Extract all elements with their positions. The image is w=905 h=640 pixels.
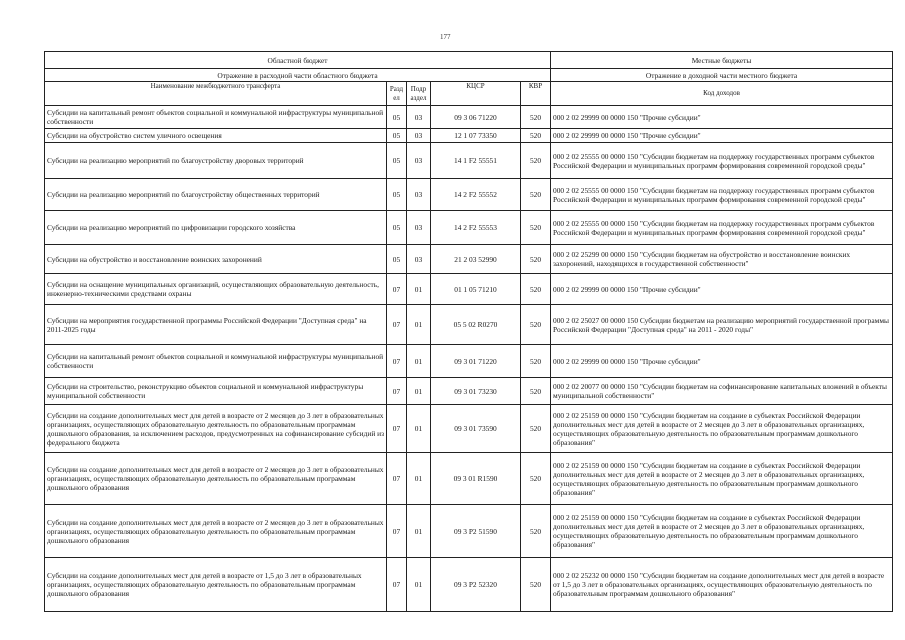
transfer-name: Субсидии на реализацию мероприятий по благоустройству дворовых территорий bbox=[45, 143, 387, 179]
table-row bbox=[45, 558, 893, 612]
transfer-name: Субсидии на капитальный ремонт объектов социальной и коммунальной инфраструктуры муниципальной собственности bbox=[45, 345, 387, 378]
podr-cell: 01 bbox=[407, 558, 431, 612]
transfer-name: Субсидии на обустройство и восстановление воинских захоронений bbox=[45, 245, 387, 274]
podr-cell: 01 bbox=[407, 274, 431, 305]
col-header-kcsr: КЦСР bbox=[431, 82, 521, 106]
razd-cell: 05 bbox=[387, 143, 407, 179]
kvr-cell: 520 bbox=[521, 558, 551, 612]
budget-table bbox=[44, 51, 893, 612]
table-row bbox=[45, 378, 893, 405]
razd-cell: 07 bbox=[387, 558, 407, 612]
kcsr-cell: 09 3 P2 51590 bbox=[431, 505, 521, 558]
transfer-name: Субсидии на реализацию мероприятий по цифровизации городского хозяйства bbox=[45, 211, 387, 245]
podr-cell: 03 bbox=[407, 179, 431, 211]
razd-cell: 07 bbox=[387, 505, 407, 558]
header-row-groups bbox=[45, 52, 893, 69]
razd-cell: 07 bbox=[387, 453, 407, 505]
income-code-cell: 000 2 02 29999 00 0000 150 "Прочие субсидии" bbox=[551, 274, 893, 305]
kcsr-cell: 09 3 01 R1590 bbox=[431, 453, 521, 505]
podr-cell: 03 bbox=[407, 129, 431, 143]
podr-cell: 03 bbox=[407, 106, 431, 129]
income-code-cell: 000 2 02 25555 00 0000 150 "Субсидии бюджетам на поддержку государственных программ субъектов Российской Федерации и муниципальных программ формирования современной городской среды" bbox=[551, 211, 893, 245]
podr-cell: 03 bbox=[407, 245, 431, 274]
kvr-cell: 520 bbox=[521, 106, 551, 129]
table-row bbox=[45, 129, 893, 143]
income-code-cell: 000 2 02 25232 00 0000 150 "Субсидии бюджетам на создание дополнительных мест для детей в возрасте от 1,5 до 3 лет в образовательных организациях, осуществляющих образовательную деятельность по образовательным программам дошкольного образования" bbox=[551, 558, 893, 612]
kvr-cell: 520 bbox=[521, 345, 551, 378]
header-income-reflection: Отражение в доходной части местного бюджета bbox=[551, 69, 893, 82]
col-header-podr: Подр аздел bbox=[407, 82, 431, 106]
col-header-razd: Разд ел bbox=[387, 82, 407, 106]
razd-cell: 05 bbox=[387, 211, 407, 245]
col-header-income-code: Код доходов bbox=[551, 82, 893, 106]
razd-cell: 07 bbox=[387, 305, 407, 345]
kcsr-cell: 05 5 02 R0270 bbox=[431, 305, 521, 345]
table-row bbox=[45, 453, 893, 505]
transfer-name: Субсидии на реализацию мероприятий по благоустройству общественных территорий bbox=[45, 179, 387, 211]
kvr-cell: 520 bbox=[521, 305, 551, 345]
kcsr-cell: 09 3 01 71220 bbox=[431, 345, 521, 378]
income-code-cell: 000 2 02 25555 00 0000 150 "Субсидии бюджетам на поддержку государственных программ субъектов Российской Федерации и муниципальных программ формирования современной городской среды" bbox=[551, 143, 893, 179]
header-row-columns bbox=[45, 82, 893, 106]
kvr-cell: 520 bbox=[521, 505, 551, 558]
podr-cell: 03 bbox=[407, 211, 431, 245]
table-row bbox=[45, 211, 893, 245]
kcsr-cell: 12 1 07 73350 bbox=[431, 129, 521, 143]
table-row bbox=[45, 245, 893, 274]
kcsr-cell: 09 3 01 73230 bbox=[431, 378, 521, 405]
transfer-name: Субсидии на мероприятия государственной программы Российской Федерации "Доступная среда" на 2011-2025 годы bbox=[45, 305, 387, 345]
income-code-cell: 000 2 02 25555 00 0000 150 "Субсидии бюджетам на поддержку государственных программ субъектов Российской Федерации и муниципальных программ формирования современной городской среды" bbox=[551, 179, 893, 211]
income-code-cell: 000 2 02 20077 00 0000 150 "Субсидии бюджетам на софинансирование капитальных вложений в объекты муниципальной собственности" bbox=[551, 378, 893, 405]
kcsr-cell: 14 2 F2 55553 bbox=[431, 211, 521, 245]
kvr-cell: 520 bbox=[521, 378, 551, 405]
income-code-cell: 000 2 02 25159 00 0000 150 "Субсидии бюджетам на создание в субъектах Российской Федерации дополнительных мест для детей в возрасте от 2 месяцев до 3 лет в образовательных организациях, осуществляющих образовательную деятельность по образовательным программам дошкольного образования" bbox=[551, 505, 893, 558]
kcsr-cell: 09 3 P2 52320 bbox=[431, 558, 521, 612]
razd-cell: 05 bbox=[387, 106, 407, 129]
kcsr-cell: 09 3 06 71220 bbox=[431, 106, 521, 129]
transfer-name: Субсидии на капитальный ремонт объектов социальной и коммунальной инфраструктуры муниципальной собственности bbox=[45, 106, 387, 129]
income-code-cell: 000 2 02 29999 00 0000 150 "Прочие субсидии" bbox=[551, 345, 893, 378]
razd-cell: 07 bbox=[387, 405, 407, 453]
kcsr-cell: 01 1 05 71210 bbox=[431, 274, 521, 305]
col-header-name: Наименование межбюджетного трансферта bbox=[45, 82, 387, 106]
header-local-budgets: Местные бюджеты bbox=[551, 52, 893, 69]
header-expense-reflection: Отражение в расходной части областного бюджета bbox=[45, 69, 551, 82]
col-header-kvr: КВР bbox=[521, 82, 551, 106]
transfer-name: Субсидии на создание дополнительных мест для детей в возрасте от 2 месяцев до 3 лет в образовательных организациях, осуществляющих образовательную деятельность по образовательным программам дошкольного образования bbox=[45, 505, 387, 558]
razd-cell: 05 bbox=[387, 179, 407, 211]
table-row bbox=[45, 345, 893, 378]
kvr-cell: 520 bbox=[521, 143, 551, 179]
kvr-cell: 520 bbox=[521, 211, 551, 245]
page-number: 177 bbox=[440, 33, 451, 41]
income-code-cell: 000 2 02 29999 00 0000 150 "Прочие субсидии" bbox=[551, 106, 893, 129]
table-row bbox=[45, 274, 893, 305]
podr-cell: 01 bbox=[407, 305, 431, 345]
income-code-cell: 000 2 02 29999 00 0000 150 "Прочие субсидии" bbox=[551, 129, 893, 143]
podr-cell: 03 bbox=[407, 143, 431, 179]
transfer-name: Субсидии на обустройство систем уличного освещения bbox=[45, 129, 387, 143]
razd-cell: 07 bbox=[387, 345, 407, 378]
kvr-cell: 520 bbox=[521, 245, 551, 274]
table-row bbox=[45, 405, 893, 453]
kvr-cell: 520 bbox=[521, 405, 551, 453]
table-row bbox=[45, 305, 893, 345]
income-code-cell: 000 2 02 25159 00 0000 150 "Субсидии бюджетам на создание в субъектах Российской Федерации дополнительных мест для детей в возрасте от 2 месяцев до 3 лет в образовательных организациях, осуществляющих образовательную деятельность по образовательным программам дошкольного образования" bbox=[551, 405, 893, 453]
razd-cell: 07 bbox=[387, 378, 407, 405]
podr-cell: 01 bbox=[407, 378, 431, 405]
kcsr-cell: 21 2 03 52990 bbox=[431, 245, 521, 274]
table-row bbox=[45, 505, 893, 558]
table-row bbox=[45, 179, 893, 211]
income-code-cell: 000 2 02 25027 00 0000 150 Субсидии бюджетам на реализацию мероприятий государственной программы Российской Федерации "Доступная среда" на 2011 - 2020 годы" bbox=[551, 305, 893, 345]
podr-cell: 01 bbox=[407, 505, 431, 558]
podr-cell: 01 bbox=[407, 405, 431, 453]
kvr-cell: 520 bbox=[521, 274, 551, 305]
razd-cell: 07 bbox=[387, 274, 407, 305]
kvr-cell: 520 bbox=[521, 179, 551, 211]
income-code-cell: 000 2 02 25159 00 0000 150 "Субсидии бюджетам на создание в субъектах Российской Федерации дополнительных мест для детей в возрасте от 2 месяцев до 3 лет в образовательных организациях, осуществляющих образовательную деятельность по образовательным программам дошкольного образования" bbox=[551, 453, 893, 505]
kcsr-cell: 14 2 F2 55552 bbox=[431, 179, 521, 211]
transfer-name: Субсидии на строительство, реконструкцию объектов социальной и коммунальной инфраструктуры муниципальной собственности bbox=[45, 378, 387, 405]
transfer-name: Субсидии на создание дополнительных мест для детей в возрасте от 2 месяцев до 3 лет в образовательных организациях, осуществляющих образовательную деятельность по образовательным программам дошкольного образования bbox=[45, 453, 387, 505]
header-regional-budget: Областной бюджет bbox=[45, 52, 551, 69]
table-row bbox=[45, 143, 893, 179]
header-row-subgroups bbox=[45, 69, 893, 82]
kvr-cell: 520 bbox=[521, 453, 551, 505]
podr-cell: 01 bbox=[407, 453, 431, 505]
transfer-name: Субсидии на создание дополнительных мест для детей в возрасте от 1,5 до 3 лет в образовательных организациях, осуществляющих образовательную деятельность по образовательным программам дошкольного образования bbox=[45, 558, 387, 612]
transfer-name: Субсидии на оснащение муниципальных организаций, осуществляющих образовательную деятельность, инженерно-техническими средствами охраны bbox=[45, 274, 387, 305]
razd-cell: 05 bbox=[387, 245, 407, 274]
kcsr-cell: 09 3 01 73590 bbox=[431, 405, 521, 453]
table-row bbox=[45, 106, 893, 129]
kvr-cell: 520 bbox=[521, 129, 551, 143]
income-code-cell: 000 2 02 25299 00 0000 150 "Субсидии бюджетам на обустройство и восстановление воинских захоронений, находящихся в государственной собственности" bbox=[551, 245, 893, 274]
podr-cell: 01 bbox=[407, 345, 431, 378]
razd-cell: 05 bbox=[387, 129, 407, 143]
transfer-name: Субсидии на создание дополнительных мест для детей в возрасте от 2 месяцев до 3 лет в образовательных организациях, осуществляющих образовательную деятельность по образовательным программам дошкольного образования, за исключением расходов, предусмотренных на софинансирование субсидий из федерального бюджета bbox=[45, 405, 387, 453]
kcsr-cell: 14 1 F2 55551 bbox=[431, 143, 521, 179]
